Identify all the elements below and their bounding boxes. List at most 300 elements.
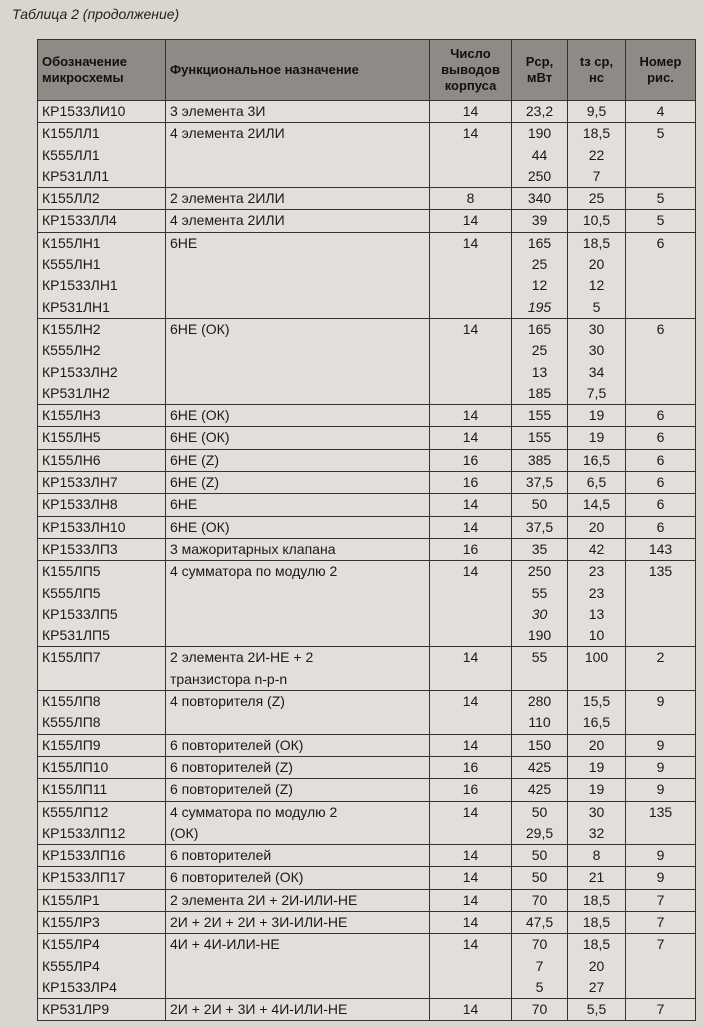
power-cell [512,449,568,471]
delay-cell-line: 18,5 [582,125,611,142]
delay-cell [568,210,626,232]
power-cell-line: 44 [531,146,548,163]
chip-name-cell-line: К155ЛН2 [42,320,101,337]
figure-cell: 7 [626,889,696,911]
chip-name-cell-line: КР1533ЛР4 [42,978,117,995]
chip-name-cell-line: КР1533ЛН8 [42,496,118,513]
function-cell-line: 4 повторителя (Z) [170,693,285,710]
delay-cell-line: 30 [588,342,605,359]
function-cell-line: 6 повторителей (Z) [170,758,293,775]
figure-cell: 7 [626,911,696,933]
pins-cell: 14 [430,318,512,404]
chip-name-cell [38,472,166,494]
function-cell-line: 4 сумматора по модулю 2 [170,563,338,580]
power-cell [512,494,568,516]
power-cell [512,734,568,756]
function-cell [166,101,430,123]
figure-cell: 6 [626,427,696,449]
function-cell [166,999,430,1021]
header-fig: Номер рис. [626,40,696,101]
chip-name-cell-line: КР531ЛЛ1 [42,167,110,184]
delay-cell-line: 30 [588,320,605,337]
delay-cell-line: 19 [588,429,605,446]
chip-name-cell-line: КР531ЛР9 [42,1001,110,1018]
header-pins: Число выводов корпуса [430,40,512,101]
chip-name-cell [38,801,166,845]
power-cell-line: 37,5 [525,474,554,491]
function-cell-line: 2И + 2И + 2И + 3И-ИЛИ-НЕ [170,913,348,930]
delay-cell [568,999,626,1021]
power-cell-line: 13 [531,363,548,380]
power-cell-line: 385 [527,451,552,468]
delay-cell [568,756,626,778]
chip-table [37,39,696,1021]
chip-name-cell [38,734,166,756]
chip-name-cell-line: К555ЛР4 [42,957,100,974]
figure-cell: 143 [626,538,696,560]
chip-name-cell [38,188,166,210]
table-row [38,123,696,188]
chip-name-cell-line: КР1533ЛП12 [42,824,126,841]
pins-cell: 16 [430,538,512,560]
table-row [38,867,696,889]
figure-cell: 135 [626,561,696,647]
pins-cell: 14 [430,801,512,845]
delay-cell [568,494,626,516]
power-cell-line: 50 [531,869,548,886]
power-cell-line: 70 [531,891,548,908]
chip-name-cell [38,405,166,427]
chip-name-cell-line: К155ЛН6 [42,451,101,468]
delay-cell [568,101,626,123]
header-name: Обозначение микросхемы [38,40,166,101]
power-cell-line: 150 [527,736,552,753]
function-cell [166,318,430,404]
table-row [38,405,696,427]
function-cell [166,516,430,538]
table-row [38,318,696,404]
chip-name-cell-line: КР1533ЛП17 [42,869,126,886]
figure-cell: 9 [626,734,696,756]
chip-name-cell-line: К155ЛН1 [42,234,101,251]
chip-name-cell-line: К155ЛЛ1 [42,125,100,142]
delay-cell-line: 30 [588,803,605,820]
chip-name-cell-line: К155ЛЛ2 [42,190,100,207]
figure-cell: 5 [626,188,696,210]
chip-name-cell [38,427,166,449]
chip-name-cell [38,999,166,1021]
delay-cell-line: 23 [588,563,605,580]
delay-cell-line: 12 [588,277,605,294]
chip-name-cell [38,889,166,911]
function-cell-line: 6 повторителей [170,847,272,864]
function-cell-line: 6 повторителей (ОК) [170,869,304,886]
function-cell-line: транзистора n-p-n [170,670,288,687]
chip-name-cell-line: К155ЛП11 [42,781,108,798]
power-cell-line: 110 [528,714,551,731]
power-cell-line: 25 [531,256,548,273]
power-cell-line: 50 [531,496,548,513]
power-cell [512,756,568,778]
power-cell [512,845,568,867]
delay-cell [568,516,626,538]
delay-cell [568,561,626,647]
power-cell [512,472,568,494]
power-cell-line: 70 [531,1001,548,1018]
pins-cell: 14 [430,734,512,756]
function-cell [166,561,430,647]
chip-name-cell-line: КР1533ЛИ10 [42,103,126,119]
function-cell-line: 6 повторителей (ОК) [170,736,304,753]
function-cell [166,779,430,801]
table-row [38,538,696,560]
power-cell [512,999,568,1021]
delay-cell [568,318,626,404]
table-row [38,801,696,845]
power-cell [512,516,568,538]
delay-cell-line: 27 [588,978,605,995]
chip-name-cell [38,101,166,123]
chip-name-cell-line: КР1533ЛП5 [42,605,118,622]
delay-cell [568,123,626,188]
chip-name-cell-line: К155ЛП10 [42,758,109,775]
pins-cell: 14 [430,516,512,538]
function-cell-line: 6НЕ (Z) [170,451,219,468]
delay-cell [568,647,626,691]
power-cell [512,318,568,404]
power-cell [512,538,568,560]
power-cell [512,867,568,889]
delay-cell-line: 15,5 [582,693,611,710]
chip-name-cell-line: К155ЛП7 [42,649,101,666]
table-row [38,210,696,232]
figure-cell: 7 [626,934,696,999]
function-cell-line: 6НЕ [170,234,198,251]
figure-cell: 6 [626,405,696,427]
delay-cell-line: 10,5 [582,212,611,229]
power-cell-line: 70 [531,936,548,953]
delay-cell [568,889,626,911]
function-cell [166,845,430,867]
figure-cell: 4 [626,101,696,123]
chip-name-cell-line: КР1533ЛП3 [42,540,118,557]
pins-cell: 14 [430,691,512,735]
delay-cell-line: 19 [588,407,605,424]
pins-cell: 14 [430,427,512,449]
header-delay: tз ср, нс [568,40,626,101]
pins-cell: 14 [430,647,512,691]
table-row [38,494,696,516]
chip-name-cell [38,756,166,778]
function-cell-line: 2 элемента 2И-НЕ + 2 [170,649,314,666]
power-cell [512,188,568,210]
figure-cell: 6 [626,516,696,538]
function-cell-line: 2И + 2И + 3И + 4И-ИЛИ-НЕ [170,1001,348,1018]
delay-cell [568,801,626,845]
chip-name-cell-line: КР1533ЛН7 [42,474,118,491]
function-cell-line: 3 элемента 3И [170,103,266,119]
figure-cell: 5 [626,123,696,188]
power-cell [512,123,568,188]
delay-cell [568,734,626,756]
table-row [38,999,696,1021]
power-cell-line: 165 [527,320,552,337]
table-row [38,934,696,999]
figure-cell: 5 [626,210,696,232]
chip-name-cell-line: КР531ЛП5 [42,627,110,644]
chip-name-cell-line: К155ЛП8 [42,693,101,710]
table-row [38,561,696,647]
delay-cell-line: 100 [584,649,609,666]
chip-name-cell [38,561,166,647]
table-row [38,691,696,735]
delay-cell-line: 21 [588,869,605,886]
chip-name-cell [38,494,166,516]
delay-cell [568,449,626,471]
table-row [38,845,696,867]
table-row [38,101,696,123]
chip-name-cell-line: КР531ЛН2 [42,384,110,401]
delay-cell-line: 9,5 [586,103,607,119]
delay-cell-line: 18,5 [582,936,611,953]
chip-name-cell-line: КР1533ЛН10 [42,518,126,535]
chip-name-cell [38,934,166,999]
pins-cell: 14 [430,561,512,647]
chip-name-cell-line: К555ЛН1 [42,256,101,273]
delay-cell-line: 6,5 [586,474,607,491]
delay-cell [568,188,626,210]
function-cell-line: 6НЕ (ОК) [170,320,230,337]
pins-cell: 14 [430,889,512,911]
delay-cell-line: 16,5 [582,451,611,468]
chip-name-cell-line: К555ЛН2 [42,342,101,359]
function-cell [166,801,430,845]
delay-cell-line: 22 [588,146,605,163]
power-cell [512,889,568,911]
delay-cell-line: 7 [592,167,601,184]
pins-cell: 8 [430,188,512,210]
delay-cell-line: 18,5 [582,913,611,930]
function-cell [166,647,430,691]
power-cell-line: 190 [527,125,552,142]
power-cell-line: 50 [531,803,548,820]
delay-cell-line: 20 [588,736,605,753]
function-cell [166,472,430,494]
power-cell-line: 425 [527,758,552,775]
function-cell-line: 6 повторителей (Z) [170,781,293,798]
power-cell [512,232,568,318]
header-power: Pср, мВт [512,40,568,101]
power-cell-line: 35 [531,540,548,557]
power-cell [512,911,568,933]
function-cell [166,188,430,210]
chip-name-cell [38,232,166,318]
power-cell [512,427,568,449]
power-cell-line: 190 [527,627,552,644]
power-cell-line: 47,5 [525,913,554,930]
function-cell-line: 2 элемента 2И + 2И-ИЛИ-НЕ [170,891,358,908]
delay-cell-line: 23 [588,584,605,601]
delay-cell-line: 14,5 [582,496,611,513]
function-cell [166,210,430,232]
delay-cell [568,779,626,801]
table-row [38,734,696,756]
function-cell-line: 6НЕ (ОК) [170,429,230,446]
delay-cell-line: 5 [592,298,601,315]
power-cell-line: 39 [531,212,548,229]
delay-cell-line: 10 [588,627,605,644]
chip-name-cell [38,516,166,538]
function-cell [166,756,430,778]
power-cell-line: 250 [527,167,552,184]
delay-cell-line: 19 [588,758,605,775]
delay-cell [568,911,626,933]
power-cell [512,801,568,845]
pins-cell: 16 [430,779,512,801]
pins-cell: 14 [430,867,512,889]
power-cell-line: 165 [527,234,552,251]
delay-cell-line: 5,5 [586,1001,607,1018]
pins-cell: 14 [430,210,512,232]
chip-name-cell-line: К555ЛП8 [42,714,101,731]
power-cell [512,691,568,735]
power-cell-line: 12 [531,277,548,294]
chip-name-cell [38,123,166,188]
function-cell-line: 6НЕ [170,496,198,513]
chip-name-cell-line: КР1533ЛЛ4 [42,212,117,229]
delay-cell-line: 8 [592,847,601,864]
pins-cell: 14 [430,232,512,318]
delay-cell-line: 20 [588,256,605,273]
table-row [38,779,696,801]
chip-name-cell-line: КР1533ЛП16 [42,847,126,864]
function-cell [166,123,430,188]
delay-cell-line: 25 [588,190,605,207]
chip-name-cell-line: К555ЛП12 [42,803,109,820]
function-cell [166,889,430,911]
function-cell-line: 4 элемента 2ИЛИ [170,212,285,229]
chip-name-cell [38,210,166,232]
chip-name-cell-line: К155ЛП9 [42,736,101,753]
power-cell [512,934,568,999]
chip-name-cell [38,691,166,735]
figure-cell: 9 [626,845,696,867]
chip-name-cell-line: К555ЛЛ1 [42,146,100,163]
function-cell-line: 4И + 4И-ИЛИ-НЕ [170,936,280,953]
table-row [38,647,696,691]
pins-cell: 14 [430,911,512,933]
chip-name-cell [38,779,166,801]
power-cell-line: 37,5 [525,518,554,535]
power-cell-line: 155 [527,407,552,424]
function-cell-line: 6НЕ (ОК) [170,407,230,424]
function-cell-line: 6НЕ (ОК) [170,518,230,535]
pins-cell: 14 [430,405,512,427]
figure-cell: 2 [626,647,696,691]
delay-cell-line: 34 [588,363,605,380]
power-cell-line: 29,5 [525,824,554,841]
function-cell [166,691,430,735]
table-row [38,516,696,538]
pins-cell: 14 [430,494,512,516]
chip-name-cell-line: К155ЛН3 [42,407,101,424]
power-cell-line: 30 [531,605,548,622]
chip-name-cell-line: КР1533ЛН2 [42,363,118,380]
function-cell-line: (ОК) [170,824,199,841]
function-cell-line: 4 элемента 2ИЛИ [170,125,285,142]
function-cell [166,934,430,999]
figure-cell: 6 [626,232,696,318]
chip-name-cell-line: К155ЛП5 [42,563,101,580]
figure-cell: 6 [626,449,696,471]
function-cell-line: 3 мажоритарных клапана [170,540,336,557]
delay-cell-line: 7,5 [586,384,607,401]
chip-name-cell [38,538,166,560]
delay-cell-line: 32 [588,824,605,841]
delay-cell-line: 20 [588,518,605,535]
power-cell-line: 25 [531,342,548,359]
delay-cell [568,538,626,560]
power-cell-line: 185 [527,384,552,401]
function-cell [166,449,430,471]
figure-cell: 6 [626,472,696,494]
delay-cell-line: 18,5 [582,234,611,251]
delay-cell [568,845,626,867]
table-caption: Таблица 2 (продолжение) [12,6,180,22]
delay-cell [568,691,626,735]
delay-cell-line: 16,5 [582,714,611,731]
figure-cell: 6 [626,494,696,516]
power-cell [512,210,568,232]
chip-name-cell [38,911,166,933]
pins-cell: 14 [430,101,512,123]
figure-cell: 135 [626,801,696,845]
table-row [38,188,696,210]
power-cell [512,101,568,123]
delay-cell [568,405,626,427]
pins-cell: 14 [430,934,512,999]
delay-cell [568,472,626,494]
table-row [38,427,696,449]
power-cell-line: 55 [531,649,548,666]
figure-cell: 9 [626,867,696,889]
function-cell [166,538,430,560]
figure-cell: 7 [626,999,696,1021]
power-cell [512,561,568,647]
table-row [38,449,696,471]
function-cell [166,867,430,889]
power-cell-line: 155 [527,429,552,446]
figure-cell: 6 [626,318,696,404]
pins-cell: 16 [430,472,512,494]
chip-name-cell-line: К155ЛР3 [42,913,100,930]
chip-name-cell [38,449,166,471]
table-row [38,472,696,494]
function-cell [166,911,430,933]
figure-cell: 9 [626,756,696,778]
function-cell [166,494,430,516]
delay-cell [568,427,626,449]
power-cell-line: 340 [527,190,552,207]
power-cell-line: 195 [527,298,552,315]
chip-name-cell-line: КР1533ЛН1 [42,277,118,294]
chip-name-cell-line: К555ЛП5 [42,584,101,601]
chip-name-cell [38,845,166,867]
delay-cell-line: 18,5 [582,891,611,908]
header-function: Функциональное назначение [166,40,430,101]
pins-cell: 14 [430,123,512,188]
table-row [38,756,696,778]
